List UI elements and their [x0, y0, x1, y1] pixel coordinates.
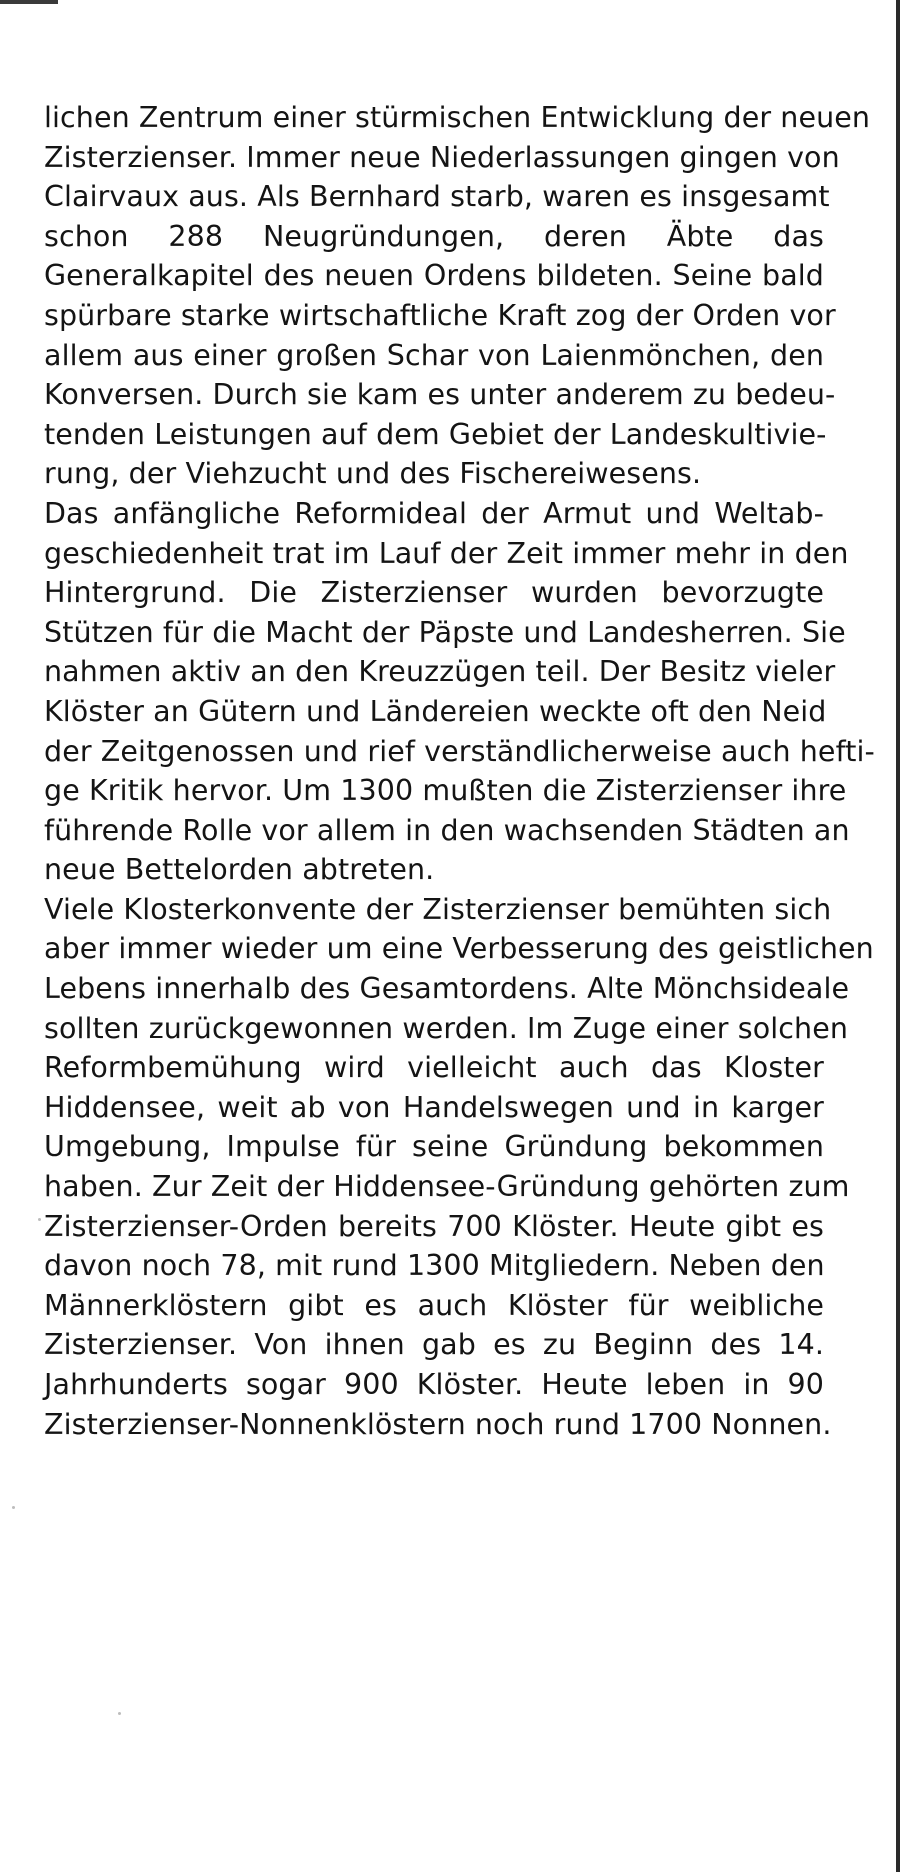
text-line: Generalkapitel des neuen Ordens bildeten. Seine bald: [44, 259, 824, 293]
scan-speck: [118, 1712, 121, 1715]
text-line: Klöster an Gütern und Ländereien weckte oft den Neid: [44, 694, 827, 728]
text-line: Konversen. Durch sie kam es unter anderem zu bedeu-: [44, 378, 836, 412]
page-right-edge: [896, 0, 900, 1872]
body-text: [44, 98, 875, 1444]
text-line: Reformbemühung wird vielleicht auch das Kloster: [44, 1051, 824, 1085]
text-line: geschiedenheit trat im Lauf der Zeit immer mehr in den: [44, 536, 849, 570]
text-line: ge Kritik hervor. Um 1300 mußten die Zisterzienser ihre: [44, 774, 847, 808]
text-line: Viele Klosterkonvente der Zisterzienser bemühten sich: [44, 892, 832, 926]
text-line: davon noch 78, mit rund 1300 Mitgliedern. Neben den: [44, 1249, 825, 1283]
text-line: Stützen für die Macht der Päpste und Landesherren. Sie: [44, 615, 846, 649]
text-line: Zisterzienser. Von ihnen gab es zu Beginn des 14.: [44, 1328, 824, 1362]
text-line: Hiddensee, weit ab von Handelswegen und in karger: [44, 1090, 824, 1124]
text-line: aber immer wieder um eine Verbesserung des geistlichen: [44, 932, 874, 966]
text-line: nahmen aktiv an den Kreuzzügen teil. Der Besitz vieler: [44, 655, 836, 689]
text-line: rung, der Viehzucht und des Fischereiwesens.: [44, 457, 702, 491]
text-line: Zisterzienser-Orden bereits 700 Klöster. Heute gibt es: [44, 1209, 824, 1243]
text-line: Clairvaux aus. Als Bernhard starb, waren es insgesamt: [44, 180, 830, 214]
text-line: der Zeitgenossen und rief verständlicherweise auch hefti-: [44, 734, 875, 768]
text-line: schon 288 Neugründungen, deren Äbte das: [44, 219, 824, 253]
text-line: tenden Leistungen auf dem Gebiet der Landeskultivie-: [44, 417, 827, 451]
scan-speck: [38, 1218, 41, 1221]
text-line: Das anfängliche Reformideal der Armut und Weltab-: [44, 496, 824, 530]
text-line: neue Bettelorden abtreten.: [44, 853, 435, 887]
text-line: Hintergrund. Die Zisterzienser wurden bevorzugte: [44, 576, 824, 610]
text-line: Männerklöstern gibt es auch Klöster für weibliche: [44, 1288, 824, 1322]
text-line: sollten zurückgewonnen werden. Im Zuge einer solchen: [44, 1011, 849, 1045]
text-line: Zisterzienser-Nonnenklöstern noch rund 1700 Nonnen.: [44, 1407, 832, 1441]
text-line: lichen Zentrum einer stürmischen Entwicklung der neuen: [44, 101, 871, 134]
text-line: Lebens innerhalb des Gesamtordens. Alte Mönchsideale: [44, 972, 850, 1006]
scan-corner-mark: [0, 0, 58, 4]
text-line: spürbare starke wirtschaftliche Kraft zog der Orden vor: [44, 298, 836, 332]
text-line: haben. Zur Zeit der Hiddensee-Gründung gehörten zum: [44, 1170, 850, 1204]
text-line: Jahrhunderts sogar 900 Klöster. Heute leben in 90: [44, 1368, 824, 1401]
text-line: führende Rolle vor allem in den wachsenden Städten an: [44, 813, 850, 847]
text-line: Zisterzienser. Immer neue Niederlassungen gingen von: [44, 140, 840, 174]
text-line: Umgebung, Impulse für seine Gründung bekommen: [44, 1130, 824, 1164]
text-line: allem aus einer großen Schar von Laienmönchen, den: [44, 338, 824, 372]
scan-speck: [12, 1506, 15, 1509]
